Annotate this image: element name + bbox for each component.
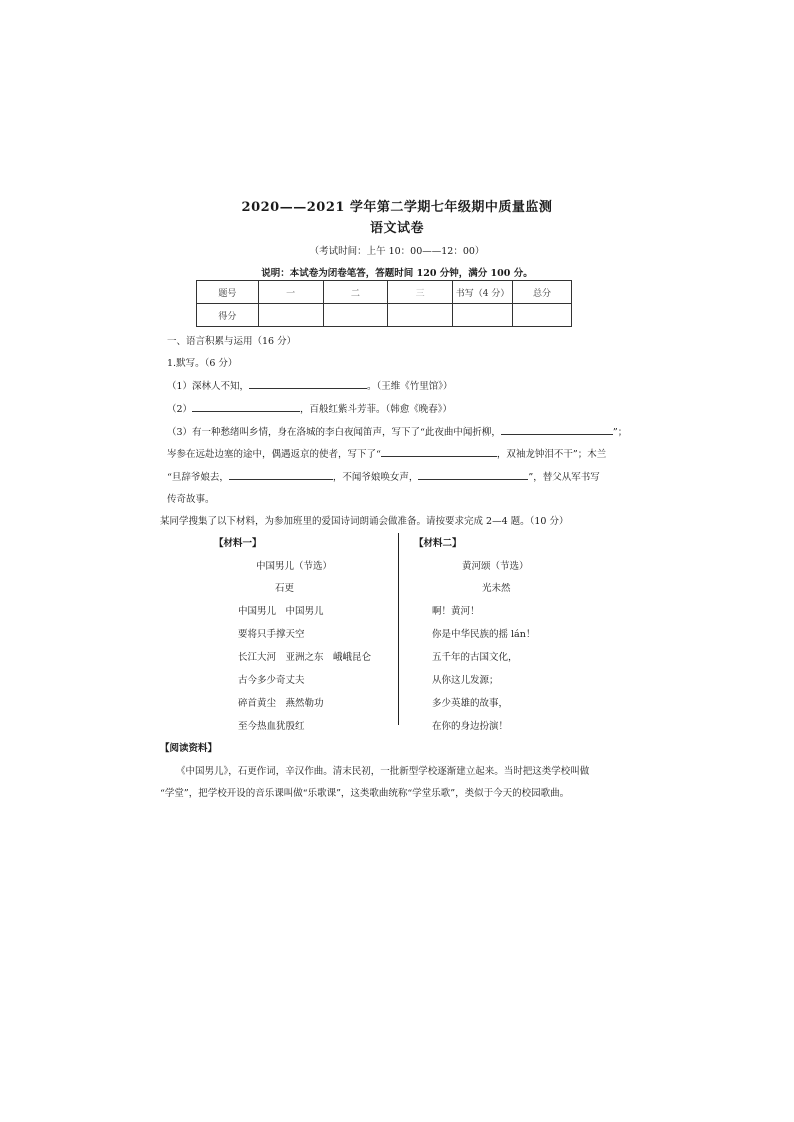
- q1-3-text: ，不闻爷娘唤女声，: [332, 472, 419, 483]
- q1-2-answer-blank[interactable]: [192, 401, 300, 412]
- reading-paragraph-line: 《中国男儿》，石更作词，辛汉作曲。清末民初，一批新型学校逐渐建立起来。当时把这类学校叫做: [176, 766, 590, 777]
- material1-label: 【材料一】: [214, 538, 262, 549]
- materials-intro: 某同学搜集了以下材料，为参加班里的爱国诗词朗诵会做准备。请按要求完成 2—4 题。（10 分）: [160, 516, 569, 527]
- material2-line: 啊！黄河！: [432, 606, 480, 617]
- score-table-score-row: [197, 304, 572, 327]
- material1-line: 中国男儿 中国男儿: [238, 606, 324, 617]
- exam-note: 说明：本试卷为闭卷笔答，答题时间 120 分钟，满分 100 分。: [261, 268, 533, 279]
- material-divider: [398, 533, 399, 725]
- material2-line: 在你的身边扮演！: [432, 721, 509, 732]
- q1-3-answer-blank-2[interactable]: [381, 446, 497, 457]
- exam-title: 2020——2021 学年第二学期七年级期中质量监测: [241, 200, 553, 215]
- score-table: [196, 280, 572, 327]
- material1-line: 长江大河 亚洲之东 峨峨昆仑: [238, 652, 372, 663]
- score-header-cell: 总分: [513, 281, 572, 304]
- score-header-cell: 三: [388, 281, 453, 304]
- q1-3-line2: [167, 446, 606, 460]
- score-header-cell: 一: [258, 281, 323, 304]
- material2-line: 多少英雄的故事，: [432, 698, 509, 709]
- material2-title: 黄河颂（节选）: [462, 561, 529, 572]
- score-header-cell: 题号: [197, 281, 259, 304]
- q1-1: [167, 378, 453, 392]
- q1-2-prefix: （2）: [167, 404, 193, 415]
- reading-label: 【阅读资料】: [160, 743, 218, 754]
- q1-3-answer-blank-1[interactable]: [501, 424, 613, 435]
- score-row-label: 得分: [197, 304, 259, 327]
- q1-2-suffix: ，百般红紫斗芳菲。（韩愈《晚春》）: [300, 404, 453, 415]
- q1-3-answer-blank-3[interactable]: [229, 469, 333, 480]
- material2-label: 【材料二】: [414, 538, 462, 549]
- score-table-header-row: [197, 281, 572, 304]
- q1-1-answer-blank[interactable]: [249, 378, 367, 389]
- q1-3-text: ，双袖龙钟泪不干”；木兰: [496, 449, 607, 460]
- score-header-cell: 书写（4 分）: [453, 281, 513, 304]
- score-cell[interactable]: [323, 304, 388, 327]
- q1-3-line4: 传奇故事。: [167, 494, 215, 505]
- q1-3-line1: [167, 424, 627, 438]
- q1-3-text: ”，替父从军书写: [528, 472, 600, 483]
- exam-subtitle: 语文试卷: [369, 221, 424, 236]
- section1-heading: 一、语言积累与运用（16 分）: [167, 336, 297, 347]
- exam-time: （考试时间：上午 10：00——12：00）: [309, 246, 485, 257]
- q1-1-prefix: （1）深林人不知，: [167, 381, 250, 392]
- q1-2: [167, 401, 452, 415]
- material1-line: 要将只手撑天空: [238, 629, 305, 640]
- material1-title: 中国男儿（节选）: [256, 561, 333, 572]
- q1-1-suffix: 。（王维《竹里馆》）: [367, 381, 453, 392]
- material1-line: 至今热血犹殷红: [238, 721, 305, 732]
- q1-3-text: （3）有一种愁绪叫乡情，身在洛城的李白夜闻笛声，写下了“此夜曲中闻折柳，: [167, 427, 501, 438]
- q1-3-text: “旦辞爷娘去，: [167, 472, 229, 483]
- q1-3-answer-blank-4[interactable]: [418, 469, 528, 480]
- q1-3-line3: [167, 469, 600, 483]
- score-cell[interactable]: [453, 304, 513, 327]
- score-cell[interactable]: [513, 304, 572, 327]
- material2-line: 五千年的古国文化，: [432, 652, 518, 663]
- material1-line: 古今多少奇丈夫: [238, 675, 305, 686]
- score-cell[interactable]: [388, 304, 453, 327]
- q1-3-text: 岑参在远赴边塞的途中，偶遇返京的使者，写下了“: [167, 449, 381, 460]
- q1-3-text: ”；: [612, 427, 628, 438]
- material1-author: 石更: [275, 583, 295, 594]
- material2-author: 光未然: [482, 583, 511, 594]
- reading-paragraph-line: “学堂”，把学校开设的音乐课叫做“乐歌课”，这类歌曲统称“学堂乐歌”，类似于今天的校园歌曲。: [160, 788, 570, 799]
- material2-line: 从你这儿发源；: [432, 675, 499, 686]
- material1-line: 碎首黄尘 燕然勒功: [238, 698, 324, 709]
- score-header-cell: 二: [323, 281, 388, 304]
- q1-heading: 1.默写。（6 分）: [167, 358, 238, 369]
- material2-line: 你是中华民族的摇 lán！: [432, 629, 536, 640]
- score-cell[interactable]: [258, 304, 323, 327]
